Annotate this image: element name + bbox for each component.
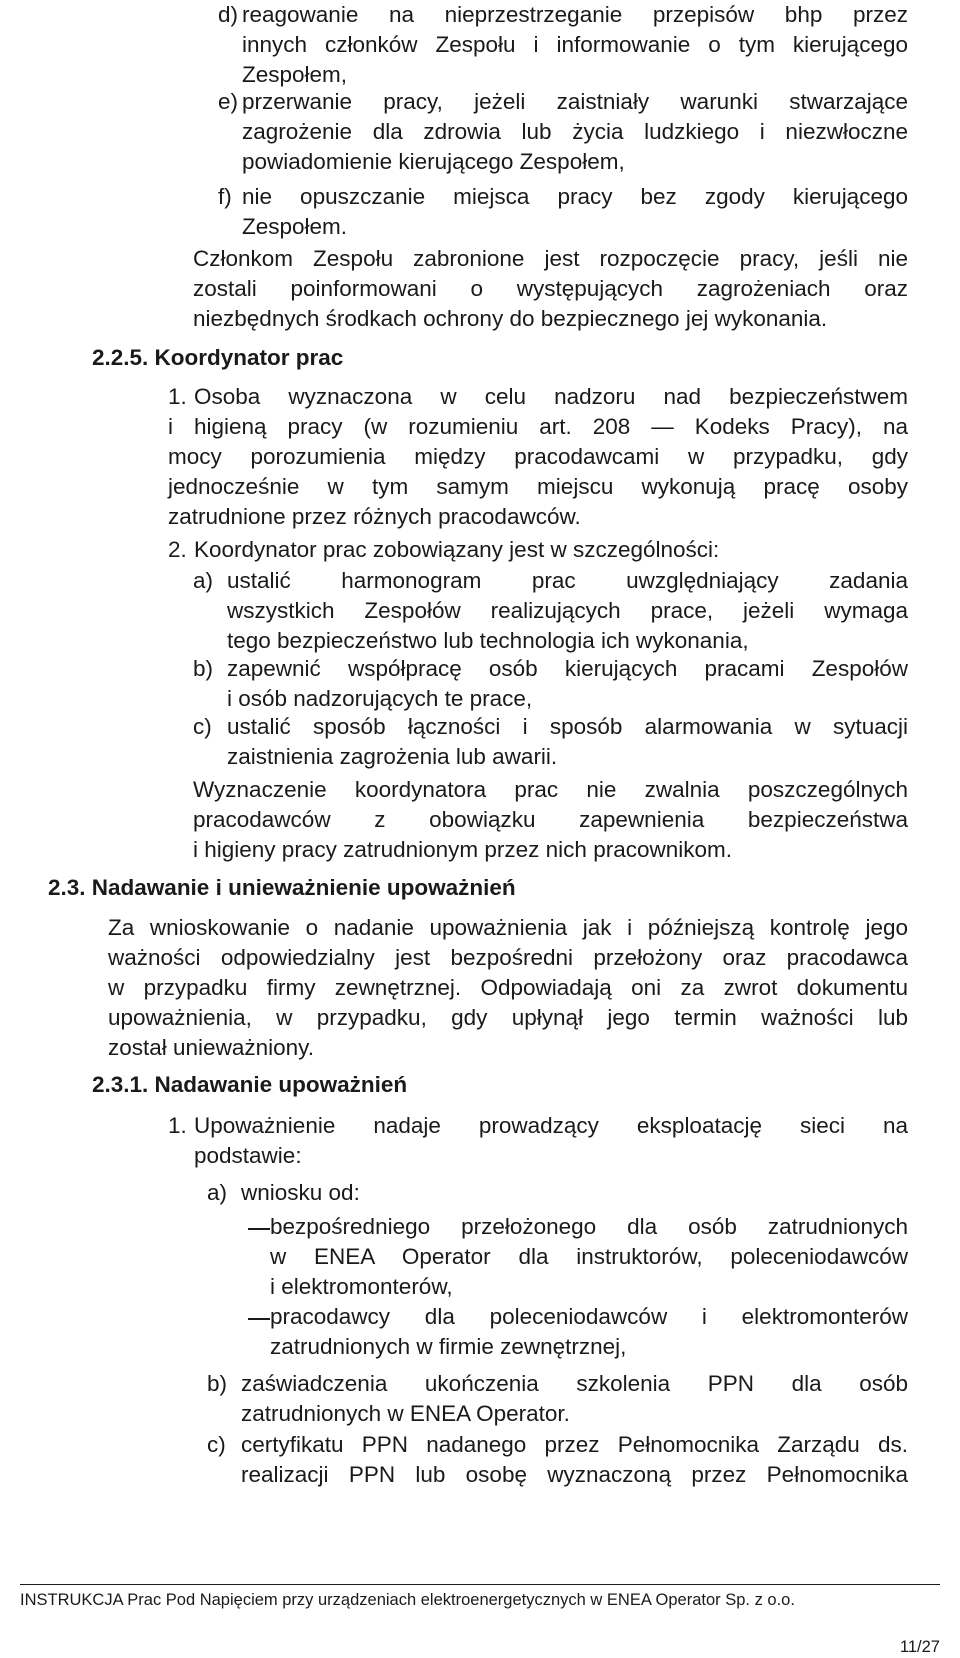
- list-label: b): [207, 1371, 228, 1396]
- list-label: 2.: [168, 537, 187, 562]
- text-line: wszystkich Zespołów realizujących prace, jeżeli wymaga: [227, 598, 908, 623]
- list-item-2-3-1-1: [168, 1111, 908, 1171]
- text-line: upoważnienia, w przypadku, gdy upłynął jego termin ważności lub: [108, 1005, 908, 1030]
- text-line: Członkom Zespołu zabronione jest rozpoczęcie pracy, jeśli nie: [193, 246, 908, 271]
- list-item-2: [168, 535, 908, 565]
- text-line: zaświadczenia ukończenia szkolenia PPN dla osób: [241, 1371, 908, 1396]
- text-line: i osób nadzorujących te prace,: [227, 686, 533, 711]
- footer-divider: [20, 1584, 940, 1585]
- text-line: i elektromonterów,: [270, 1274, 453, 1299]
- text-line: ustalić sposób łączności i sposób alarmowania w sytuacji: [227, 714, 908, 739]
- list-item-e: [218, 87, 908, 177]
- text-line: pracodawców z obowiązku zapewnienia bezpieczeństwa: [193, 807, 908, 832]
- text-line: w przypadku firmy zewnętrznej. Odpowiadają oni za zwrot dokumentu: [108, 975, 908, 1000]
- text-line: Upoważnienie nadaje prowadzący eksploatację sieci na: [194, 1113, 908, 1138]
- text-line: zatrudnionych w ENEA Operator.: [241, 1401, 570, 1426]
- dash-item-1: [270, 1212, 908, 1302]
- list-item-2-3-1-b: [207, 1369, 908, 1429]
- dash-bullet: [248, 1228, 270, 1230]
- text-line: zapewnić współpracę osób kierujących pracami Zespołów: [227, 656, 908, 681]
- list-label: e): [218, 89, 239, 114]
- text-line: zatrudnione przez różnych pracodawców.: [168, 504, 581, 529]
- paragraph-2-3: [108, 913, 908, 1063]
- list-label: a): [207, 1180, 228, 1205]
- list-item-f: [218, 182, 908, 242]
- text-line: zagrożenie dla zdrowia lub życia ludzkiego i niezwłoczne: [242, 119, 908, 144]
- text-line: jednocześnie w tym samym miejscu wykonują pracę osoby: [168, 474, 908, 499]
- text-line: ważności odpowiedzialny jest bezpośredni przełożony oraz pracodawca: [108, 945, 908, 970]
- text-line: pracodawcy dla poleceniodawców i elektromonterów: [270, 1304, 908, 1329]
- text-line: i higieną pracy (w rozumieniu art. 208 ― Kodeks Pracy), na: [168, 414, 908, 439]
- section-heading-2-3-1: 2.3.1. Nadawanie upoważnień: [92, 1072, 408, 1097]
- text-line: ustalić harmonogram prac uwzględniający zadania: [227, 568, 908, 593]
- text-line: certyfikatu PPN nadanego przez Pełnomocnika Zarządu ds.: [241, 1432, 908, 1457]
- text-line: powiadomienie kierującego Zespołem,: [242, 149, 625, 174]
- dash-bullet: [248, 1318, 270, 1320]
- list-item-2-3-1-a: [207, 1178, 908, 1208]
- text-line: niezbędnych środkach ochrony do bezpiecznego jej wykonania.: [193, 306, 828, 331]
- list-item-2b: [193, 654, 908, 714]
- list-item-2-3-1-c: [207, 1430, 908, 1490]
- page-number: 11/27: [899, 1638, 940, 1656]
- text-line: i higieny pracy zatrudnionym przez nich pracownikom.: [193, 837, 732, 862]
- text-line: Zespołem.: [242, 214, 348, 239]
- list-item-1: [168, 382, 908, 532]
- text-line: zatrudnionych w firmie zewnętrznej,: [270, 1334, 627, 1359]
- text-line: Wyznaczenie koordynatora prac nie zwalnia poszczególnych: [193, 777, 908, 802]
- footer-text: INSTRUKCJA Prac Pod Napięciem przy urządzeniach elektroenergetycznych w ENEA Operator Sp. z o.o.: [20, 1591, 795, 1609]
- text-line: Osoba wyznaczona w celu nadzoru nad bezpieczeństwem: [194, 384, 908, 409]
- text-line: realizacji PPN lub osobę wyznaczoną przez Pełnomocnika: [241, 1462, 908, 1487]
- paragraph-coordinator: [193, 775, 908, 865]
- text-line: nie opuszczanie miejsca pracy bez zgody kierującego: [242, 184, 908, 209]
- list-label: a): [193, 568, 214, 593]
- list-item-2c: [193, 712, 908, 772]
- list-label: f): [218, 184, 232, 209]
- text-line: mocy porozumienia między pracodawcami w przypadku, gdy: [168, 444, 908, 469]
- list-label: 1.: [168, 384, 187, 409]
- text-line: w ENEA Operator dla instruktorów, poleceniodawców: [270, 1244, 908, 1269]
- list-label: 1.: [168, 1113, 187, 1138]
- text-line: zaistnienia zagrożenia lub awarii.: [227, 744, 558, 769]
- text-line: zostali poinformowani o występujących zagrożeniach oraz: [193, 276, 908, 301]
- dash-item-2: [270, 1302, 908, 1362]
- list-label: c): [193, 714, 212, 739]
- text-line: innych członków Zespołu i informowanie o tym kierującego: [242, 32, 908, 57]
- list-label: c): [207, 1432, 226, 1457]
- text-line: reagowanie na nieprzestrzeganie przepisów bhp przez: [242, 2, 908, 27]
- text-line: Koordynator prac zobowiązany jest w szczególności:: [194, 537, 720, 562]
- list-item-d: [218, 0, 908, 90]
- text-line: podstawie:: [194, 1143, 302, 1168]
- list-label: b): [193, 656, 214, 681]
- text-line: tego bezpieczeństwo lub technologia ich wykonania,: [227, 628, 749, 653]
- section-heading-2-3: 2.3. Nadawanie i unieważnienie upoważnień: [48, 875, 516, 900]
- text-line: wniosku od:: [241, 1180, 360, 1205]
- text-line: Zespołem,: [242, 62, 348, 87]
- list-item-2a: [193, 566, 908, 656]
- paragraph-members: [193, 244, 908, 334]
- text-line: bezpośredniego przełożonego dla osób zatrudnionych: [270, 1214, 908, 1239]
- text-line: został unieważniony.: [108, 1035, 314, 1060]
- list-label: d): [218, 2, 239, 27]
- text-line: Za wnioskowanie o nadanie upoważnienia jak i późniejszą kontrolę jego: [108, 915, 908, 940]
- section-heading-2-2-5: 2.2.5. Koordynator prac: [92, 345, 344, 370]
- text-line: przerwanie pracy, jeżeli zaistniały warunki stwarzające: [242, 89, 908, 114]
